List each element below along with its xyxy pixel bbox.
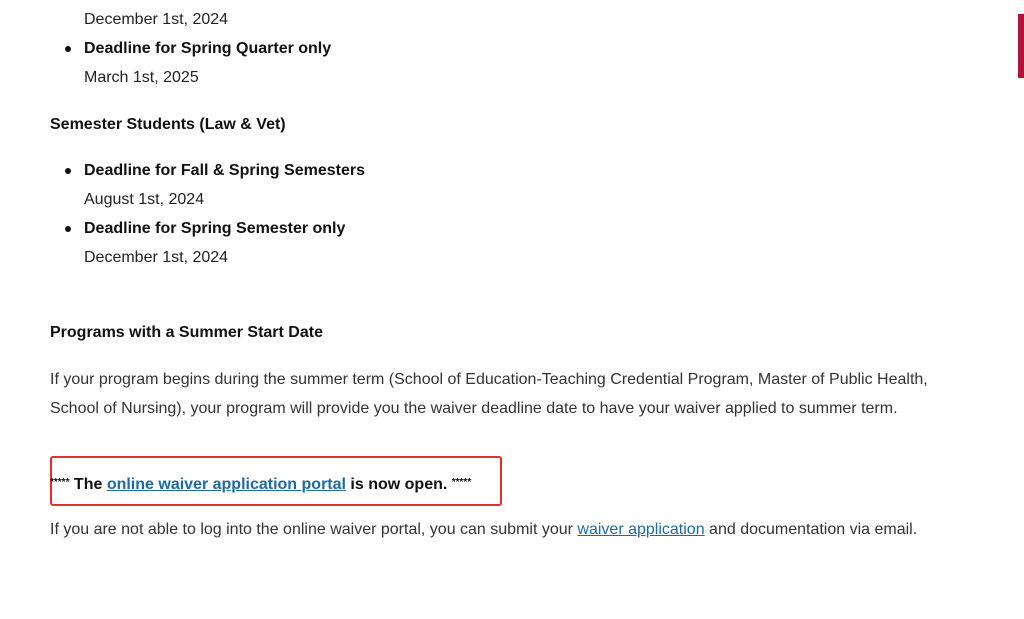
list-item: [50, 38, 850, 89]
scrollbar-thumb[interactable]: [1018, 14, 1024, 78]
email-suffix: and documentation via email.: [704, 521, 918, 538]
bullet-icon: [65, 46, 71, 52]
semester-deadline-list: [50, 160, 850, 269]
email-notice: [50, 516, 950, 545]
summer-paragraph: If your program begins during the summer term (School of Education-Teaching Credential Program, Master of Public Health, School of Nursing), your program will provide you the waiver deadline date to have your waiver applied to summer term.: [50, 371, 928, 417]
bullet-icon: [65, 226, 71, 232]
stars-left: *****: [50, 477, 70, 488]
quarter-deadline-list: [50, 38, 850, 89]
portal-suffix: is now open.: [345, 476, 452, 493]
quarter-partial-date: December 1st, 2024: [84, 11, 229, 28]
online-waiver-portal-link[interactable]: online waiver application portal: [106, 476, 346, 493]
deadline-title: Deadline for Spring Semester only: [84, 220, 346, 237]
list-item: [50, 160, 850, 211]
list-item: [50, 218, 850, 269]
waiver-application-link[interactable]: waiver application: [577, 521, 705, 538]
bullet-icon: [65, 168, 71, 174]
semester-heading: Semester Students (Law & Vet): [50, 116, 286, 133]
portal-notice: [50, 472, 471, 496]
deadline-date: August 1st, 2024: [84, 191, 205, 208]
deadline-title: Deadline for Spring Quarter only: [84, 40, 332, 57]
summer-heading: Programs with a Summer Start Date: [50, 324, 323, 341]
stars-right: *****: [451, 477, 472, 488]
deadline-title: Deadline for Fall & Spring Semesters: [84, 162, 365, 179]
email-prefix: If you are not able to log into the online waiver portal, you can submit your: [50, 521, 578, 538]
deadline-date: March 1st, 2025: [84, 69, 199, 86]
deadline-date: December 1st, 2024: [84, 249, 229, 266]
portal-prefix: The: [69, 476, 107, 493]
